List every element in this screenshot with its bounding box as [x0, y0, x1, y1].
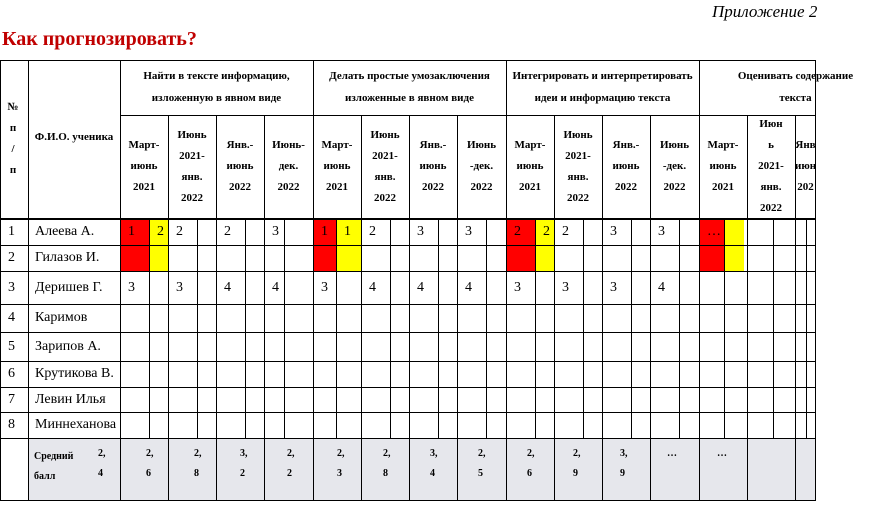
period-header: янв.	[760, 181, 782, 193]
score-cell-mid	[149, 245, 168, 271]
table-border	[197, 218, 198, 438]
average-value: 3,	[430, 448, 438, 459]
table-border	[773, 218, 774, 438]
group-header-3: Интегрировать и интерпретировать	[512, 70, 693, 82]
score-value: 3	[610, 223, 617, 239]
average-value: 9	[573, 468, 578, 479]
score-value: 2	[543, 223, 550, 239]
period-header: 2022	[181, 191, 203, 204]
average-value: 2,	[573, 448, 581, 459]
average-value: 6	[146, 468, 151, 479]
score-value: 3	[514, 279, 521, 295]
period-header: июнь	[709, 160, 737, 172]
table-border	[120, 115, 816, 116]
period-header: 2022	[229, 181, 251, 193]
table-border	[650, 218, 651, 438]
score-cell-mid	[535, 245, 554, 271]
table-border	[336, 218, 337, 438]
score-value: 3	[128, 279, 135, 295]
group-header-3: идеи и информацию текста	[534, 92, 671, 104]
table-border	[486, 218, 487, 438]
score-value: 3	[562, 279, 569, 295]
row-number: 7	[8, 391, 15, 407]
number-column-header: п	[9, 122, 17, 134]
period-header: 2021	[326, 181, 348, 193]
score-cell-low	[313, 245, 336, 271]
period-header: Янв.-	[612, 139, 640, 151]
table-border	[0, 412, 816, 413]
table-border	[631, 218, 632, 438]
student-name: Зарипов А.	[35, 338, 101, 354]
number-column-header: п	[9, 164, 17, 176]
average-value: …	[667, 448, 677, 459]
average-value: 3,	[240, 448, 248, 459]
score-value: 4	[465, 279, 472, 295]
number-column-header: №	[7, 101, 19, 113]
average-value: 2,	[194, 448, 202, 459]
table-border	[0, 304, 816, 305]
average-value: 8	[194, 468, 199, 479]
score-value: 2	[176, 223, 183, 239]
number-column-header: /	[11, 143, 15, 155]
average-value: …	[717, 448, 727, 459]
score-cell-mid	[336, 245, 361, 271]
appendix-label: Приложение 2	[712, 2, 818, 21]
average-value: 3	[337, 468, 342, 479]
score-cell-mid	[724, 245, 744, 271]
period-header: Март-	[514, 139, 546, 151]
period-header: Июнь	[466, 139, 497, 151]
score-value: 1	[128, 223, 135, 239]
student-name: Каримов	[35, 310, 88, 325]
average-value: 2,	[337, 448, 345, 459]
average-value: 4	[430, 468, 435, 479]
period-header: июнь	[323, 160, 351, 172]
table-border	[0, 438, 816, 439]
period-header: июнь	[226, 160, 254, 172]
period-header: Июнь	[370, 128, 400, 141]
period-header: янв.	[567, 170, 589, 183]
period-header: 2021-	[372, 149, 398, 162]
period-header: июнь	[419, 160, 447, 172]
table-border	[583, 218, 584, 438]
group-header-2: изложенные в явном виде	[345, 92, 474, 104]
table-border	[361, 218, 362, 438]
score-value: 4	[369, 279, 376, 295]
table-border	[168, 218, 169, 438]
period-header: 2022	[567, 191, 589, 204]
group-header-1: изложенную в явном виде	[151, 92, 282, 104]
period-header: Июнь	[563, 128, 593, 141]
average-value: 8	[383, 468, 388, 479]
table-border	[0, 500, 816, 501]
score-value: 4	[417, 279, 424, 295]
table-border	[724, 218, 725, 438]
row-number: 5	[8, 338, 15, 354]
period-header: 2022	[374, 191, 396, 204]
average-value: 3,	[620, 448, 628, 459]
table-border	[149, 218, 150, 438]
table-border	[390, 218, 391, 438]
score-value: 4	[658, 279, 665, 295]
table-border	[699, 218, 700, 438]
period-header: июнь	[612, 160, 640, 172]
average-value: 4	[98, 468, 103, 479]
period-header: Июнь-	[272, 139, 305, 151]
table-border	[747, 218, 748, 438]
score-cell-mid	[724, 218, 744, 245]
student-name: Деришев Г.	[35, 279, 103, 295]
period-header: 2022	[470, 181, 493, 193]
average-value: 2,	[383, 448, 391, 459]
table-border	[535, 218, 536, 438]
row-number: 8	[8, 417, 15, 432]
period-header: янв.	[374, 170, 396, 183]
period-header: Янв.-	[419, 139, 447, 151]
period-header: июн	[795, 160, 817, 172]
period-header: 2021-	[179, 149, 205, 162]
average-label: балл	[34, 471, 56, 482]
period-header: -дек.	[662, 160, 687, 172]
score-value: 2	[157, 223, 164, 239]
table-border	[0, 361, 816, 362]
period-header: Янв.-	[226, 139, 254, 151]
table-border	[795, 218, 796, 438]
table-border	[120, 218, 121, 438]
score-value: 2	[369, 223, 376, 239]
period-header: янв.	[181, 170, 203, 183]
table-border	[409, 218, 410, 438]
page-title: Как прогнозировать?	[2, 28, 197, 50]
period-header: Июн	[759, 118, 783, 130]
row-number: 6	[8, 366, 15, 381]
period-header: 2021-	[758, 160, 784, 172]
average-value: 2	[240, 468, 245, 479]
period-header: 2021	[133, 181, 155, 193]
score-cell-low	[120, 245, 149, 271]
score-value: 1	[344, 223, 351, 239]
period-header: дек.	[278, 160, 299, 172]
score-value: 2	[514, 223, 521, 239]
score-value: 3	[321, 279, 328, 295]
score-value: 2	[562, 223, 569, 239]
period-header: 2021	[519, 181, 541, 193]
student-name: Алеева А.	[35, 223, 95, 239]
student-name: Левин Илья	[35, 391, 106, 407]
score-value: 3	[176, 279, 183, 295]
period-header: Март-	[707, 139, 739, 151]
period-header: 2022	[760, 202, 782, 214]
period-header: 2022	[277, 181, 300, 193]
table-border	[806, 218, 807, 438]
table-border	[245, 218, 246, 438]
table-border	[0, 60, 1, 500]
table-border	[438, 218, 439, 438]
score-value: 4	[224, 279, 231, 295]
period-header: ь	[768, 139, 774, 151]
table-border	[506, 218, 507, 438]
average-value: 5	[478, 468, 483, 479]
average-value: 2	[287, 468, 292, 479]
row-number: 4	[8, 310, 15, 325]
student-name: Миннеханова	[35, 417, 117, 432]
table-border	[679, 218, 680, 438]
average-label: Средний	[34, 451, 74, 462]
table-border	[0, 60, 816, 61]
group-header-4: Оценивать содержание	[737, 70, 854, 82]
name-column-header: Ф.И.О. ученика	[34, 131, 114, 143]
average-value: 2,	[146, 448, 154, 459]
score-value: 3	[465, 223, 472, 239]
score-cell-low	[506, 245, 535, 271]
row-number: 2	[8, 250, 15, 265]
period-header: июнь	[130, 160, 158, 172]
table-border	[457, 218, 458, 438]
average-value: 2,	[527, 448, 535, 459]
student-name: Крутикова В.	[35, 366, 114, 381]
period-header: Март-	[321, 139, 353, 151]
student-name: Гилазов И.	[35, 250, 100, 265]
score-value: 3	[417, 223, 424, 239]
row-number: 1	[8, 223, 15, 239]
score-value: 3	[272, 223, 279, 239]
period-header: 2022	[663, 181, 686, 193]
period-header: -дек.	[469, 160, 494, 172]
period-header: Март-	[128, 139, 160, 151]
score-value: …	[707, 223, 721, 239]
period-header: 202	[797, 181, 814, 193]
score-value: 4	[272, 279, 279, 295]
period-header: Июнь	[659, 139, 690, 151]
score-cell-low	[699, 245, 724, 271]
table-border	[0, 271, 816, 272]
group-header-2: Делать простые умозаключения	[329, 70, 490, 82]
average-value: 2,	[287, 448, 295, 459]
score-value: 1	[321, 223, 328, 239]
table-border	[0, 332, 816, 333]
period-header: Янв	[795, 139, 816, 151]
table-border	[313, 218, 314, 438]
period-header: июнь	[516, 160, 544, 172]
group-header-4: текста	[779, 92, 812, 104]
period-header: 2021	[712, 181, 734, 193]
score-value: 3	[610, 279, 617, 295]
period-header: 2022	[422, 181, 444, 193]
period-header: 2021-	[565, 149, 591, 162]
group-header-1: Найти в тексте информацию,	[143, 70, 290, 82]
table-border	[0, 387, 816, 388]
table-border	[0, 218, 816, 220]
table-border	[216, 218, 217, 438]
row-number: 3	[8, 279, 15, 295]
period-header: 2022	[615, 181, 637, 193]
score-value: 3	[658, 223, 665, 239]
score-value: 2	[224, 223, 231, 239]
table-border	[28, 60, 29, 500]
average-value: 6	[527, 468, 532, 479]
table-border	[264, 218, 265, 438]
table-border	[554, 218, 555, 438]
average-value: 9	[620, 468, 625, 479]
period-header: Июнь	[177, 128, 207, 141]
average-value: 2,	[478, 448, 486, 459]
average-value: 2,	[98, 448, 106, 459]
table-border	[284, 218, 285, 438]
table-border	[815, 60, 816, 500]
table-border	[602, 218, 603, 438]
table-border	[0, 245, 816, 246]
